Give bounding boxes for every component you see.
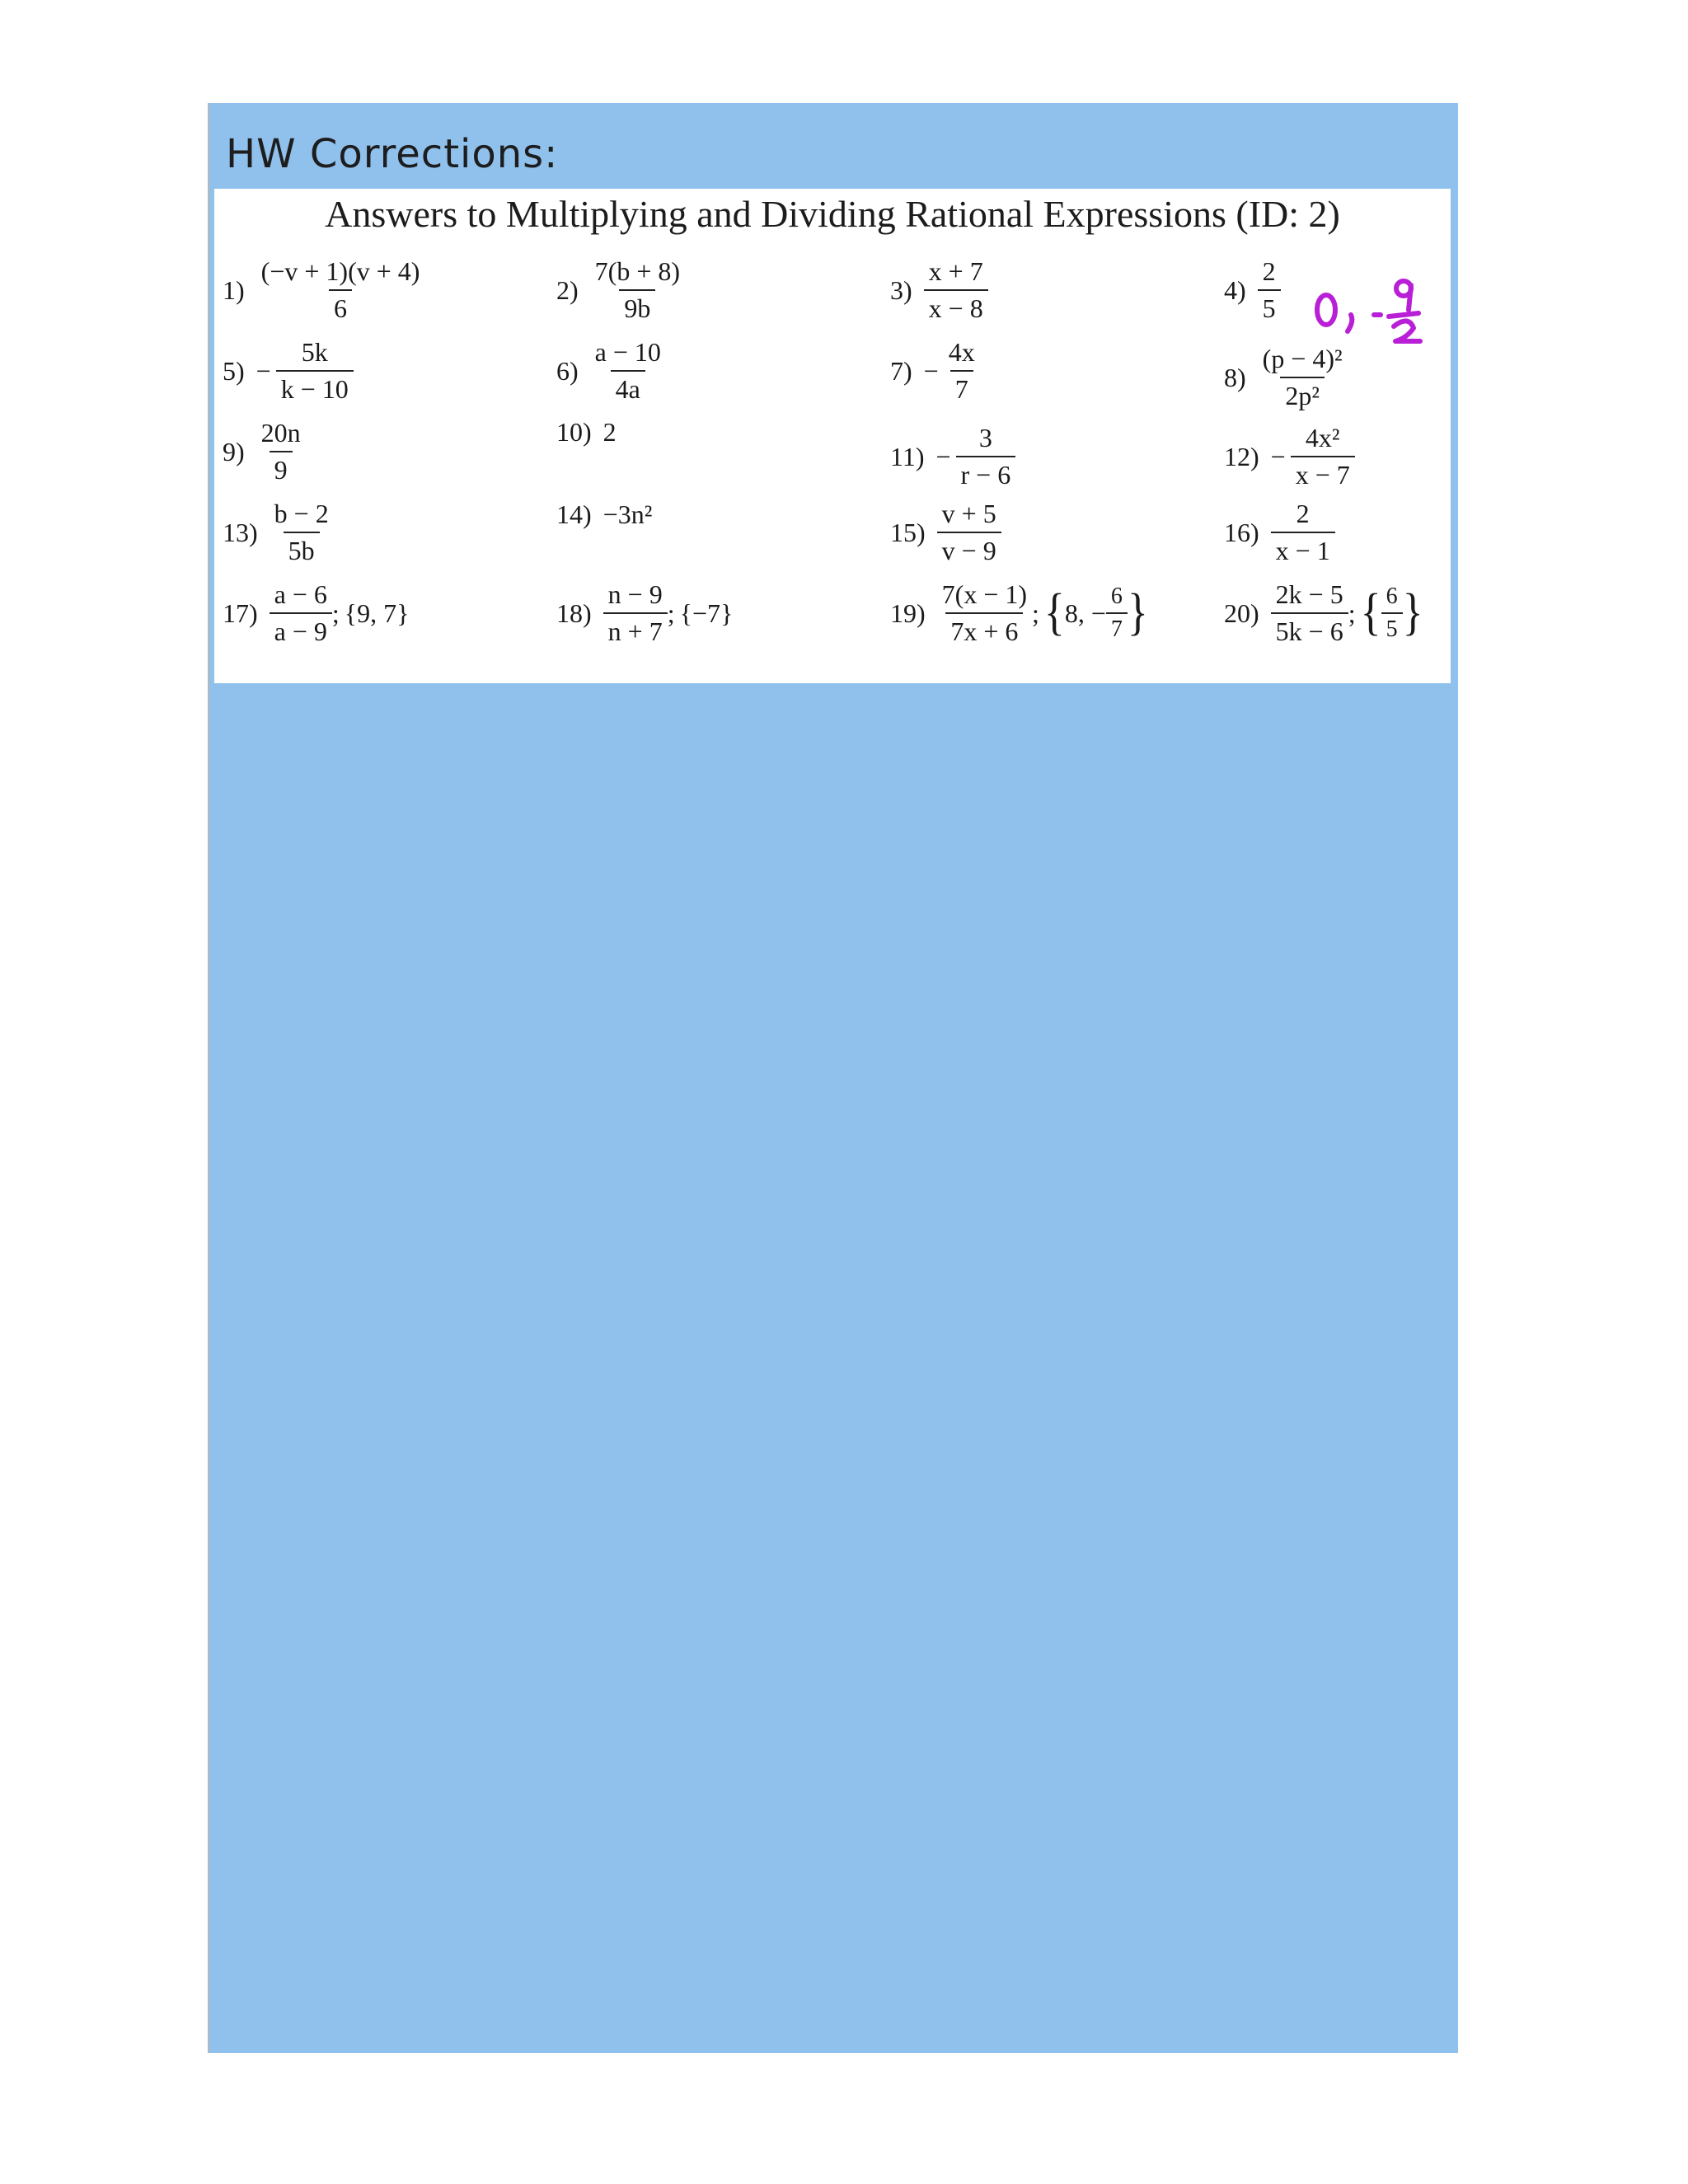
denominator: 9b — [619, 289, 655, 324]
denominator: 9 — [270, 451, 293, 485]
answer-label: 13) — [223, 517, 258, 547]
answer-label: 2) — [556, 274, 579, 305]
answer-10 — [556, 395, 617, 469]
numerator: 2 — [1296, 499, 1310, 528]
minus-sign: − — [923, 355, 939, 386]
separator: ; — [1032, 598, 1039, 628]
minus-sign: − — [256, 355, 271, 386]
answer-9 — [223, 415, 306, 489]
fraction — [924, 256, 988, 324]
answer-3 — [890, 253, 988, 327]
denominator: 2p² — [1280, 377, 1325, 411]
denominator: 7 — [1106, 612, 1128, 643]
excluded-values — [1361, 583, 1423, 643]
denominator: 7x + 6 — [945, 612, 1023, 647]
answer-sheet-image — [214, 189, 1451, 683]
numerator: 6 — [1110, 583, 1123, 609]
answer-label: 5) — [223, 355, 245, 386]
answer-label: 6) — [556, 355, 579, 386]
numerator: b − 2 — [274, 499, 329, 528]
answer-label: 8) — [1224, 362, 1246, 392]
set-fraction — [1106, 583, 1128, 643]
denominator: 5 — [1258, 289, 1281, 324]
denominator: x − 8 — [924, 289, 988, 324]
separator: ; — [1348, 598, 1356, 628]
fraction — [256, 256, 425, 324]
denominator: 5 — [1381, 612, 1403, 643]
numerator: 7(b + 8) — [594, 256, 681, 286]
panel-title: HW Corrections: — [226, 131, 559, 177]
minus-sign: − — [935, 441, 951, 471]
denominator: k − 10 — [276, 370, 354, 405]
minus-sign: − — [1270, 441, 1286, 471]
left-brace: { — [1360, 584, 1381, 641]
answer-2 — [556, 253, 685, 327]
answer-label: 4) — [1224, 274, 1246, 305]
answer-4 — [1224, 253, 1281, 327]
denominator: x − 1 — [1271, 532, 1335, 566]
fraction — [276, 337, 354, 405]
denominator: x − 7 — [1291, 456, 1355, 490]
denominator: 5k − 6 — [1271, 612, 1348, 647]
answer-label: 15) — [890, 517, 926, 547]
answer-label: 7) — [890, 355, 912, 386]
right-brace: } — [1402, 584, 1423, 641]
right-brace: } — [1127, 584, 1148, 641]
answer-label: 1) — [223, 274, 245, 305]
fraction — [937, 579, 1032, 647]
answer-16 — [1224, 495, 1335, 569]
fraction — [603, 579, 668, 647]
fraction — [1291, 423, 1355, 490]
answer-label: 14) — [556, 499, 592, 529]
numerator: 7(x − 1) — [941, 579, 1028, 609]
separator: ; — [331, 598, 340, 628]
answer-label: 17) — [223, 598, 258, 628]
answer-20 — [1224, 576, 1423, 650]
answer-label: 20) — [1224, 598, 1259, 628]
numerator: a − 10 — [594, 337, 661, 367]
handwritten-correction — [1315, 267, 1438, 345]
fraction — [956, 423, 1016, 490]
answer-label: 11) — [890, 441, 925, 471]
answer-11 — [890, 419, 1015, 494]
denominator: n + 7 — [603, 612, 668, 647]
fraction — [270, 579, 332, 647]
answer-value: −3n² — [603, 499, 653, 529]
denominator: v − 9 — [937, 532, 1001, 566]
denominator: 6 — [329, 289, 352, 324]
separator: ; — [667, 598, 675, 628]
fraction — [270, 499, 334, 566]
answer-label: 19) — [890, 598, 926, 628]
set-fraction — [1381, 583, 1403, 643]
fraction — [1258, 256, 1281, 324]
answer-label: 9) — [223, 436, 245, 466]
numerator: 5k — [301, 337, 328, 367]
numerator: 4x — [948, 337, 975, 367]
answer-8 — [1224, 340, 1348, 415]
excluded-values: {9, 7} — [344, 598, 410, 628]
answer-12 — [1224, 419, 1355, 494]
left-brace: { — [1043, 584, 1065, 641]
answer-1 — [223, 253, 424, 327]
numerator: v + 5 — [941, 499, 996, 528]
answer-label: 12) — [1224, 441, 1259, 471]
denominator: r − 6 — [956, 456, 1016, 490]
answer-label: 18) — [556, 598, 592, 628]
answer-14 — [556, 477, 652, 551]
excluded-values — [1044, 583, 1148, 643]
answer-18 — [556, 576, 733, 650]
denominator: 5b — [284, 532, 320, 566]
numerator: a − 6 — [274, 579, 327, 609]
answer-label: 16) — [1224, 517, 1259, 547]
fraction — [590, 256, 685, 324]
answer-label: 3) — [890, 274, 912, 305]
answer-7 — [890, 334, 980, 408]
answer-value: 2 — [603, 416, 617, 447]
denominator: 7 — [950, 370, 973, 405]
fraction — [1258, 344, 1348, 411]
fraction — [1271, 579, 1348, 647]
denominator: a − 9 — [270, 612, 332, 647]
answer-19 — [890, 576, 1148, 650]
numerator: 2 — [1262, 256, 1276, 286]
numerator: 3 — [978, 423, 992, 452]
fraction — [944, 337, 980, 405]
numerator: (p − 4)² — [1262, 344, 1343, 373]
sheet-title: Answers to Multiplying and Dividing Rational Expressions (ID: 2) — [325, 193, 1340, 235]
numerator: n − 9 — [607, 579, 663, 609]
excluded-values: {−7} — [679, 598, 734, 628]
set-lead: 8, − — [1064, 598, 1106, 628]
numerator: 2k − 5 — [1275, 579, 1343, 609]
answer-13 — [223, 495, 334, 569]
homework-panel — [208, 103, 1458, 2053]
answer-5 — [223, 334, 354, 408]
fraction — [1271, 499, 1335, 566]
numerator: x + 7 — [928, 256, 983, 286]
fraction — [256, 418, 306, 485]
answer-label: 10) — [556, 416, 592, 447]
numerator: 4x² — [1305, 423, 1340, 452]
answer-15 — [890, 495, 1001, 569]
denominator: 4a — [611, 370, 645, 405]
answer-17 — [223, 576, 410, 650]
fraction — [937, 499, 1001, 566]
numerator: (−v + 1)(v + 4) — [260, 256, 420, 286]
numerator: 6 — [1386, 583, 1398, 609]
numerator: 20n — [260, 418, 301, 448]
